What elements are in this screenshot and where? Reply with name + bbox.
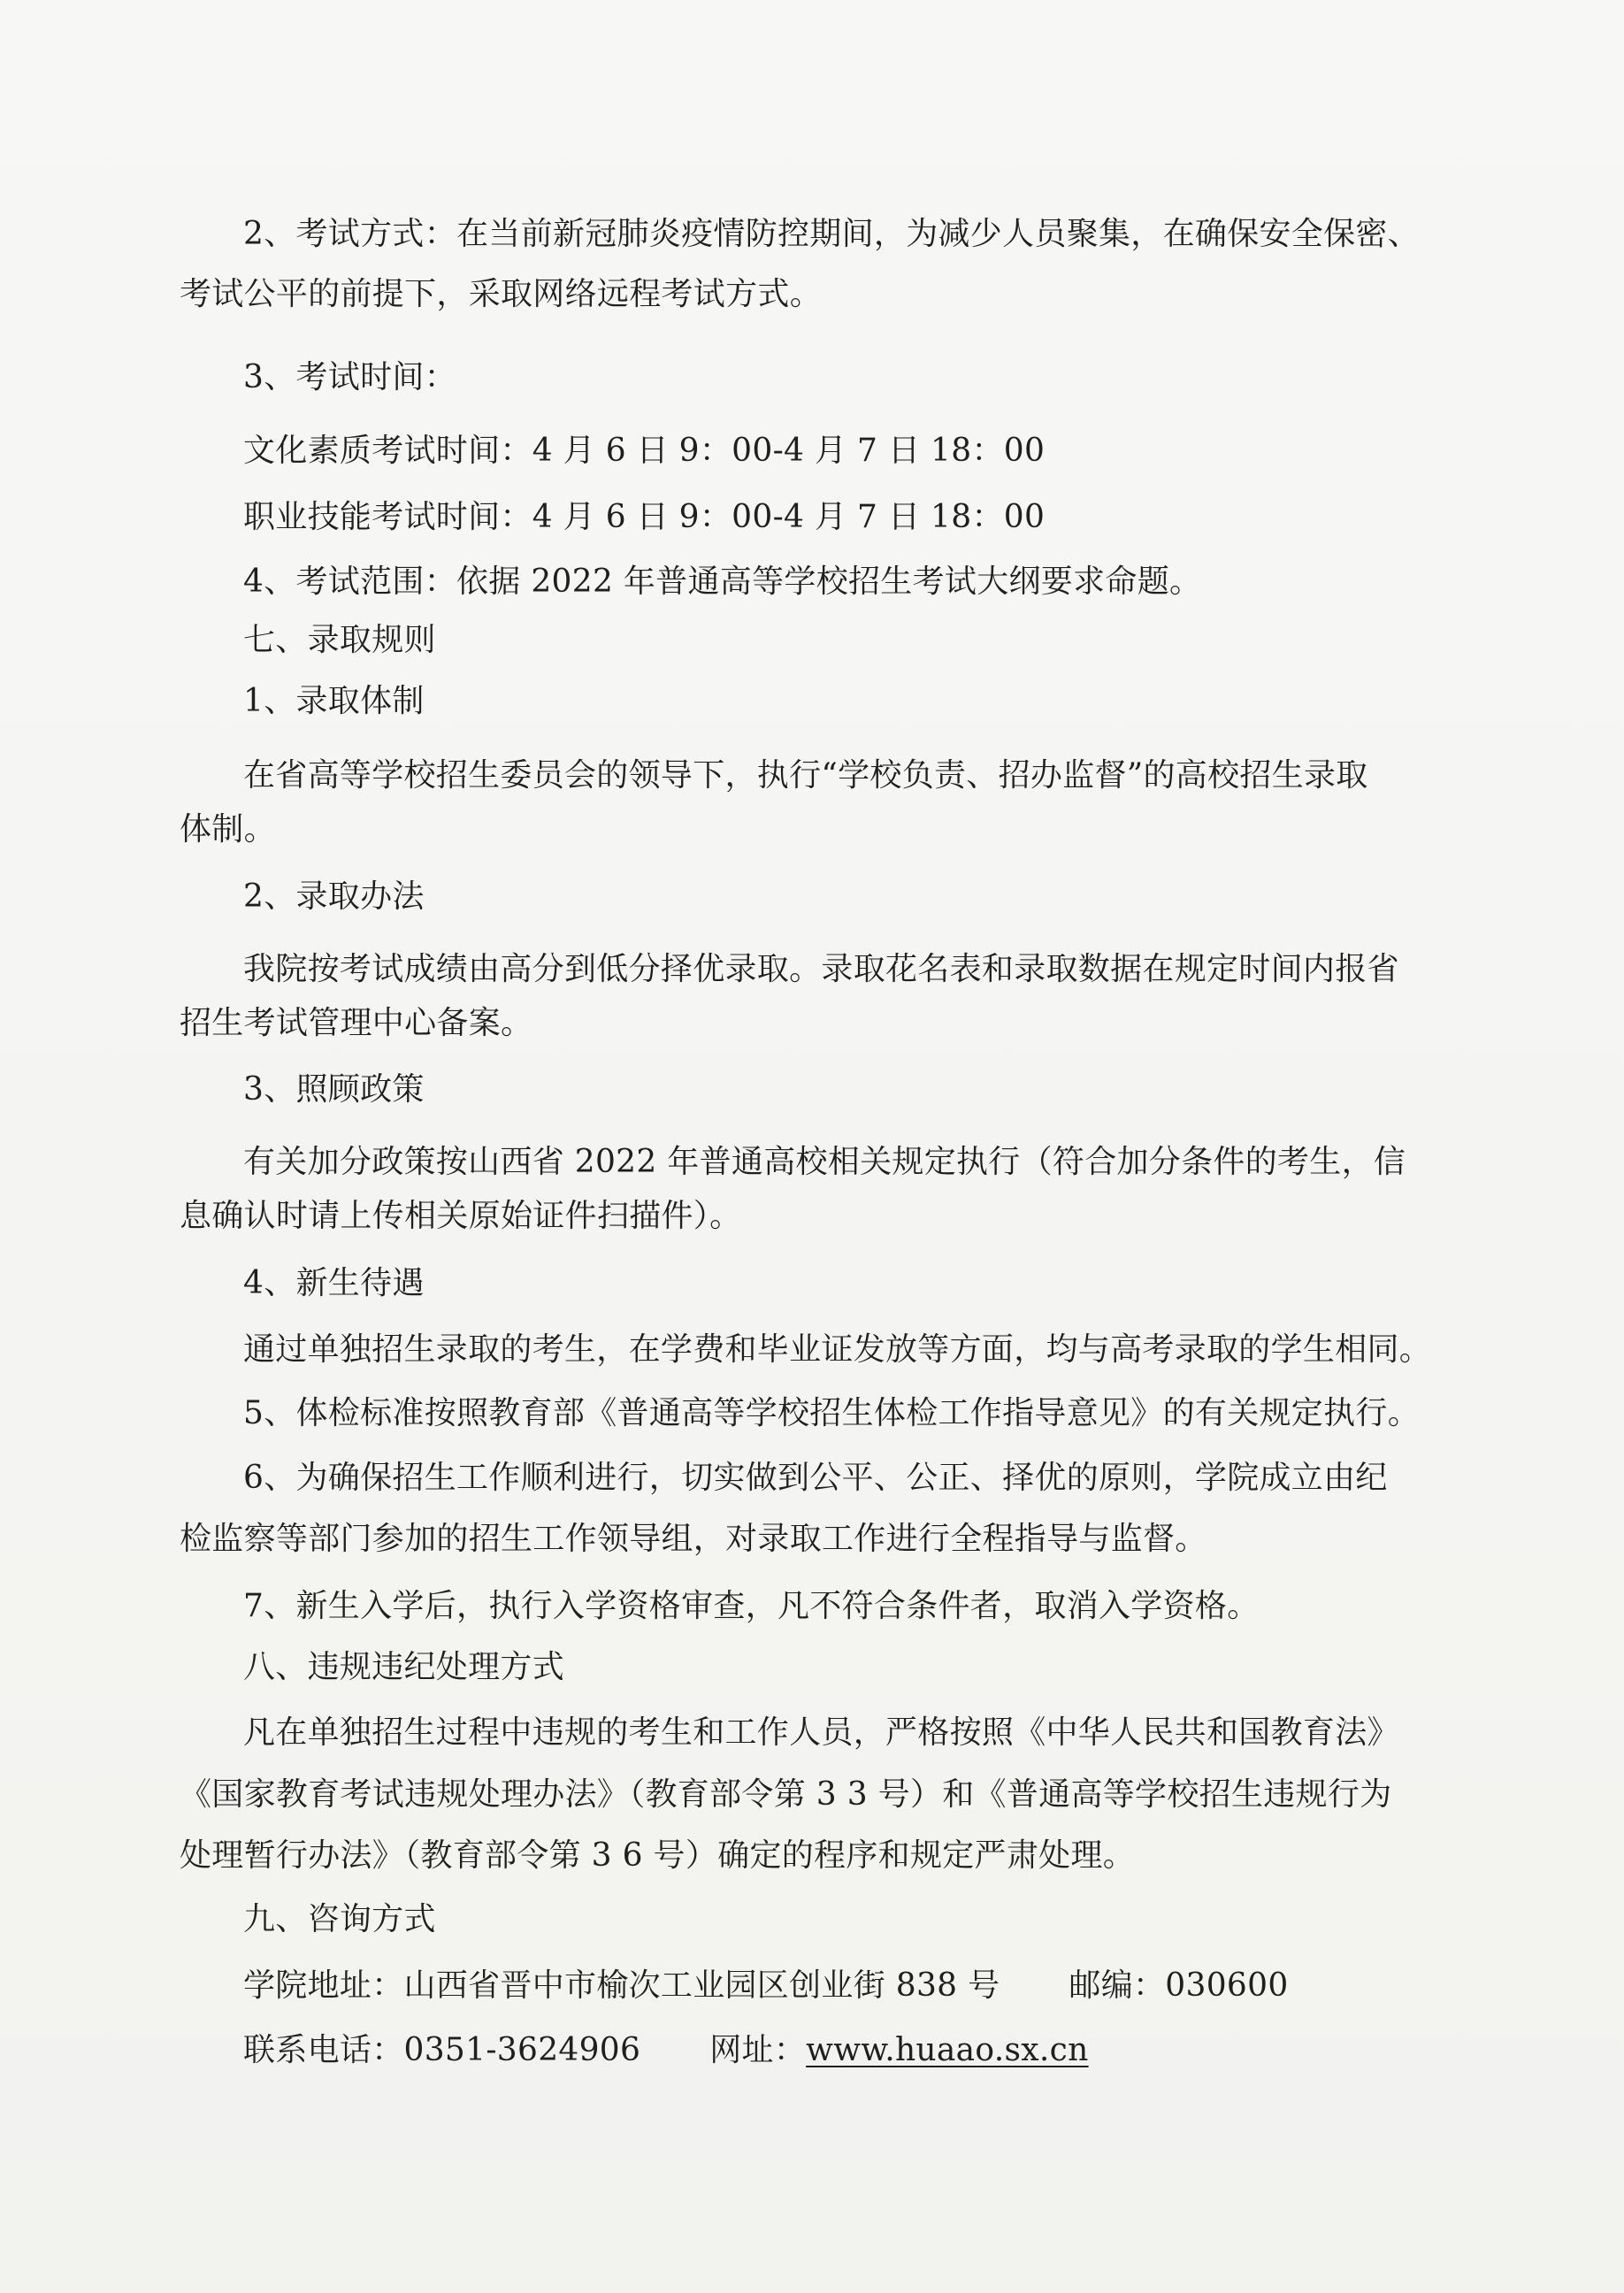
admission-system-line-1: 在省高等学校招生委员会的领导下，执行“学校负责、招办监督”的高校招生录取 [243,757,1368,794]
section-heading-admission-rules: 七、录取规则 [243,622,436,658]
admission-method-line-2: 招生考试管理中心备案。 [180,1005,533,1041]
care-policy-line-1: 有关加分政策按山西省 2022 年普通高校相关规定执行（符合加分条件的考生，信 [243,1144,1406,1180]
culture-exam-time: 文化素质考试时间：4 月 6 日 9：00-4 月 7 日 18：00 [243,433,1046,469]
fairness-line-2: 检监察等部门参加的招生工作领导组，对录取工作进行全程指导与监督。 [180,1521,1207,1557]
violations-line-2: 《国家教育考试违规处理办法》（教育部令第 3 3 号）和《普通高等学校招生违规行为 [180,1776,1392,1813]
new-student-treatment-text: 通过单独招生录取的考生，在学费和毕业证发放等方面，均与高考录取的学生相同。 [243,1331,1432,1368]
admission-method-heading: 2、录取办法 [243,878,425,915]
exam-method-line-2: 考试公平的前提下，采取网络远程考试方式。 [180,276,823,312]
admission-system-heading: 1、录取体制 [243,683,425,719]
website-label: 网址： [709,2032,807,2068]
section-heading-consultation: 九、咨询方式 [243,1901,436,1937]
admission-method-line-1: 我院按考试成绩由高分到低分择优录取。录取花名表和录取数据在规定时间内报省 [243,951,1399,987]
physical-exam-standard: 5、体检标准按照教育部《普通高等学校招生体检工作指导意见》的有关规定执行。 [243,1395,1421,1431]
section-heading-violations: 八、违规违纪处理方式 [243,1649,565,1685]
skill-exam-time: 职业技能考试时间：4 月 6 日 9：00-4 月 7 日 18：00 [243,499,1046,535]
care-policy-heading: 3、照顾政策 [243,1071,425,1108]
fairness-line-1: 6、为确保招生工作顺利进行，切实做到公平、公正、择优的原则，学院成立由纪 [243,1460,1388,1496]
new-student-treatment-heading: 4、新生待遇 [243,1265,425,1301]
enrollment-review: 7、新生入学后，执行入学资格审查，凡不符合条件者，取消入学资格。 [243,1588,1260,1624]
contact-phone: 联系电话：0351-3624906 [243,2032,641,2068]
college-address: 学院地址：山西省晋中市榆次工业园区创业街 838 号 [243,1967,1000,2004]
contact-line [243,2031,1089,2070]
care-policy-line-2: 息确认时请上传相关原始证件扫描件）。 [180,1198,742,1234]
violations-line-3: 处理暂行办法》（教育部令第 3 6 号）确定的程序和规定严肃处理。 [180,1837,1136,1874]
exam-time-heading: 3、考试时间： [243,359,457,395]
admission-system-line-2: 体制。 [180,811,276,847]
violations-line-1: 凡在单独招生过程中违规的考生和工作人员，严格按照《中华人民共和国教育法》 [243,1714,1399,1751]
website-link[interactable]: www.huaao.sx.cn [806,2032,1089,2068]
exam-scope: 4、考试范围：依据 2022 年普通高等学校招生考试大纲要求命题。 [243,564,1202,600]
exam-method-line-1: 2、考试方式：在当前新冠肺炎疫情防控期间，为减少人员聚集，在确保安全保密、 [243,216,1421,252]
postal-code: 邮编：030600 [1069,1967,1289,2004]
address-line [243,1967,1289,2005]
